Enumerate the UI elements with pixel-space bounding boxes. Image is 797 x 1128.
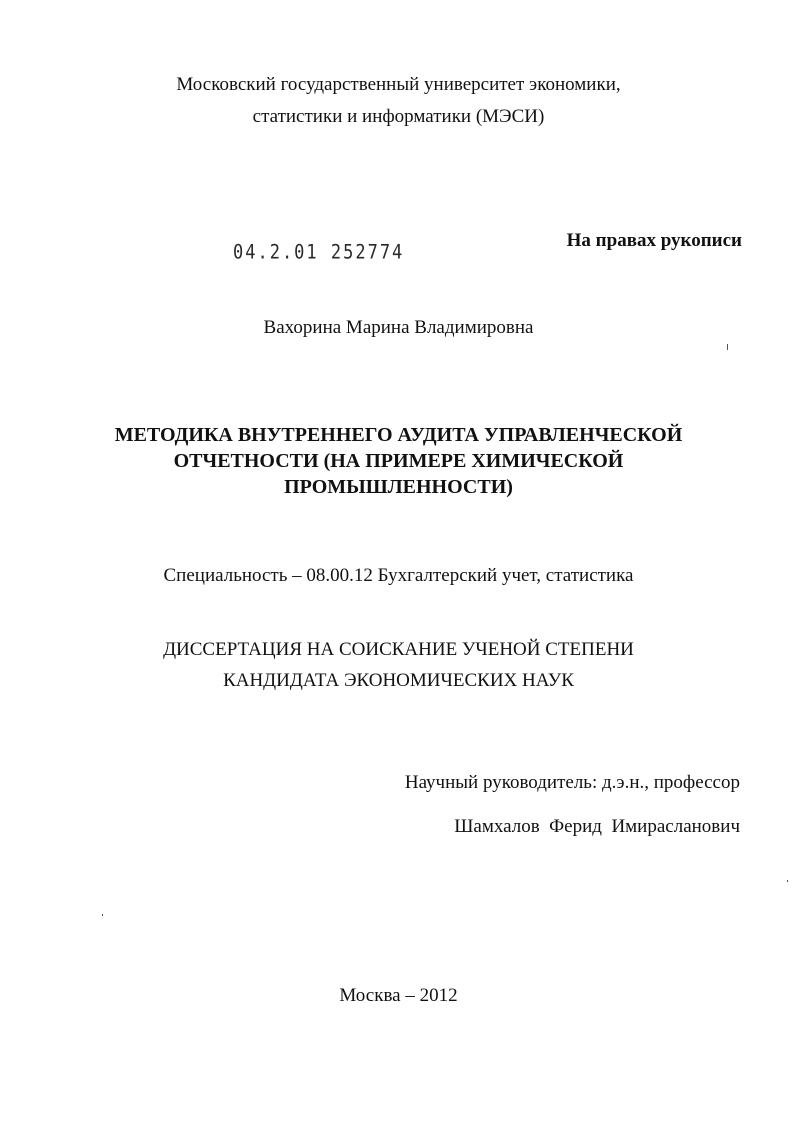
city-year: Москва – 2012 <box>339 985 458 1006</box>
scan-speck <box>727 344 728 350</box>
supervisor-role: Научный руководитель: д.э.н., профессор <box>404 772 740 793</box>
dissertation-title-line3: ПРОМЫШЛЕННОСТИ) <box>284 476 513 498</box>
university-name-line1: Московский государственный университет экономики, <box>176 74 621 95</box>
registry-stamp: 04.2.01 252774 <box>233 241 405 264</box>
scan-speck <box>787 880 788 882</box>
university-name-line2: статистики и информатики (МЭСИ) <box>252 106 545 127</box>
supervisor-name: Шамхалов Ферид Имирасланович <box>454 816 740 837</box>
dissertation-title-line2: ОТЧЕТНОСТИ (НА ПРИМЕРЕ ХИМИЧЕСКОЙ <box>173 450 624 472</box>
degree-line2: КАНДИДАТА ЭКОНОМИЧЕСКИХ НАУК <box>223 670 574 691</box>
author-name: Вахорина Марина Владимировна <box>263 317 534 338</box>
scan-speck <box>102 914 103 916</box>
degree-line1: ДИССЕРТАЦИЯ НА СОИСКАНИЕ УЧЕНОЙ СТЕПЕНИ <box>163 639 634 660</box>
dissertation-title-line1: МЕТОДИКА ВНУТРЕННЕГО АУДИТА УПРАВЛЕНЧЕСКОЙ <box>114 424 683 446</box>
specialty: Специальность – 08.00.12 Бухгалтерский учет, статистика <box>163 565 634 586</box>
manuscript-note: На правах рукописи <box>566 230 742 251</box>
